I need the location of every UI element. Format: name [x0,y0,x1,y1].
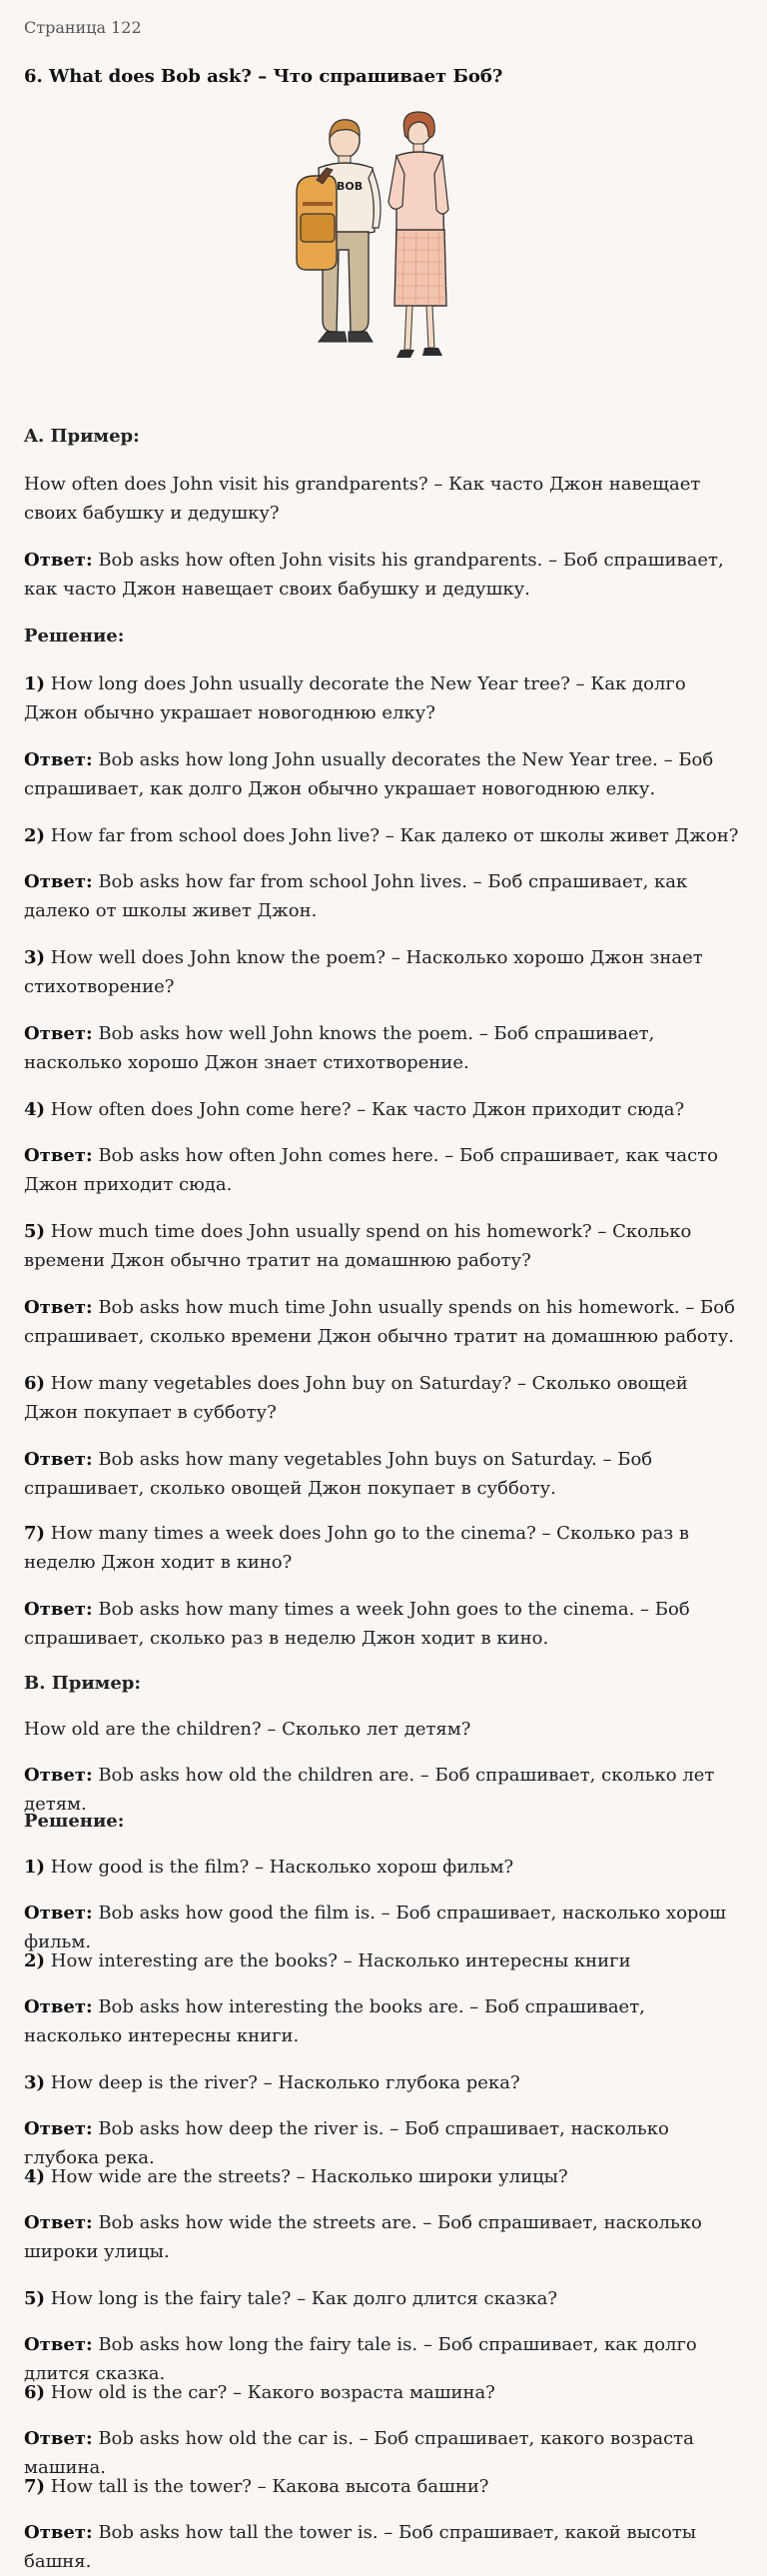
b-item-1-answer: Ответ: Bob asks how good the film is. – Боб спрашивает, насколько хорош фильм. [24,1903,727,1952]
section-b-example-answer: Ответ: Bob asks how old the children are. – Боб спрашивает, сколько лет детям. [24,1765,715,1815]
b-item-2-question: 2) How interesting are the books? – Насколько интересны книги [24,1950,631,1971]
a-item-4-question: 4) How often does John come here? – Как часто Джон приходит сюда? [24,1099,685,1120]
section-a-heading: A. Пример: [24,426,140,447]
a-item-2-question: 2) How far from school does John live? – Как далеко от школы живет Джон? [24,825,739,846]
section-b-solution-heading: Решение: [24,1811,125,1832]
bag-label: BOB [337,180,364,193]
b-item-1-question: 1) How good is the film? – Насколько хорош фильм? [24,1857,514,1878]
woman-figure [388,112,448,358]
b-item-6-question: 6) How old is the car? – Какого возраста машина? [24,2382,495,2403]
exercise-title: 6. What does Bob ask? – Что спрашивает Боб? [24,66,503,87]
a-item-6-question: 6) How many vegetables does John buy on Saturday? – Сколько овощей Джон покупает в субботу? [24,1373,688,1423]
boy-and-teacher-illustration [293,110,462,400]
a-item-1-question: 1) How long does John usually decorate the New Year tree? – Как долго Джон обычно украшает новогоднюю елку? [24,673,686,723]
b-item-2-answer: Ответ: Bob asks how interesting the books are. – Боб спрашивает, насколько интересны книги. [24,1996,645,2046]
section-a-example-question: How often does John visit his grandparents? – Как часто Джон навещает своих бабушку и дедушку? [24,474,701,524]
a-item-4-answer: Ответ: Bob asks how often John comes here. – Боб спрашивает, как часто Джон приходит сюда. [24,1145,719,1195]
section-a-example-answer: Ответ: Bob asks how often John visits his grandparents. – Боб спрашивает, как часто Джон навещает своих бабушку и дедушку. [24,550,724,600]
b-item-5-question: 5) How long is the fairy tale? – Как долго длится сказка? [24,2288,558,2309]
a-item-5-question: 5) How much time does John usually spend on his homework? – Сколько времени Джон обычно тратит на домашнюю работу? [24,1221,692,1271]
section-a-solution-heading: Решение: [24,626,125,646]
b-item-6-answer: Ответ: Bob asks how old the car is. – Боб спрашивает, какого возраста машина. [24,2428,694,2478]
b-item-7-answer: Ответ: Bob asks how tall the tower is. – Боб спрашивает, какой высоты башня. [24,2522,697,2572]
a-item-6-answer: Ответ: Bob asks how many vegetables John buys on Saturday. – Боб спрашивает, сколько овощей Джон покупает в субботу. [24,1449,653,1499]
a-item-2-answer: Ответ: Bob asks how far from school John lives. – Боб спрашивает, как далеко от школы живет Джон. [24,871,688,921]
section-b-heading: B. Пример: [24,1673,141,1694]
a-item-3-answer: Ответ: Bob asks how well John knows the poem. – Боб спрашивает, насколько хорошо Джон знает стихотворение. [24,1023,655,1073]
b-item-7-question: 7) How tall is the tower? – Какова высота башни? [24,2476,489,2497]
a-item-7-question: 7) How many times a week does John go to the cinema? – Сколько раз в неделю Джон ходит в кино? [24,1523,690,1573]
b-item-4-question: 4) How wide are the streets? – Насколько широки улицы? [24,2166,568,2187]
section-b-example-question: How old are the children? – Сколько лет детям? [24,1719,471,1740]
b-item-5-answer: Ответ: Bob asks how long the fairy tale is. – Боб спрашивает, как долго длится сказка. [24,2334,697,2384]
b-item-4-answer: Ответ: Bob asks how wide the streets are. – Боб спрашивает, насколько широки улицы. [24,2212,702,2262]
b-item-3-question: 3) How deep is the river? – Насколько глубока река? [24,2072,520,2093]
b-item-3-answer: Ответ: Bob asks how deep the river is. – Боб спрашивает, насколько глубока река. [24,2118,669,2168]
a-item-3-question: 3) How well does John know the poem? – Насколько хорошо Джон знает стихотворение? [24,947,703,997]
boy-figure [297,120,381,342]
page-label: Страница 122 [24,18,142,37]
a-item-7-answer: Ответ: Bob asks how many times a week John goes to the cinema. – Боб спрашивает, сколько раз в неделю Джон ходит в кино. [24,1599,690,1649]
a-item-5-answer: Ответ: Bob asks how much time John usually spends on his homework. – Боб спрашивает, сколько времени Джон обычно тратит на домашнюю работу. [24,1297,735,1347]
a-item-1-answer: Ответ: Bob asks how long John usually decorates the New Year tree. – Боб спрашивает, как долго Джон обычно украшает новогоднюю елку. [24,749,714,799]
answer-prefix: Ответ: [24,550,93,571]
